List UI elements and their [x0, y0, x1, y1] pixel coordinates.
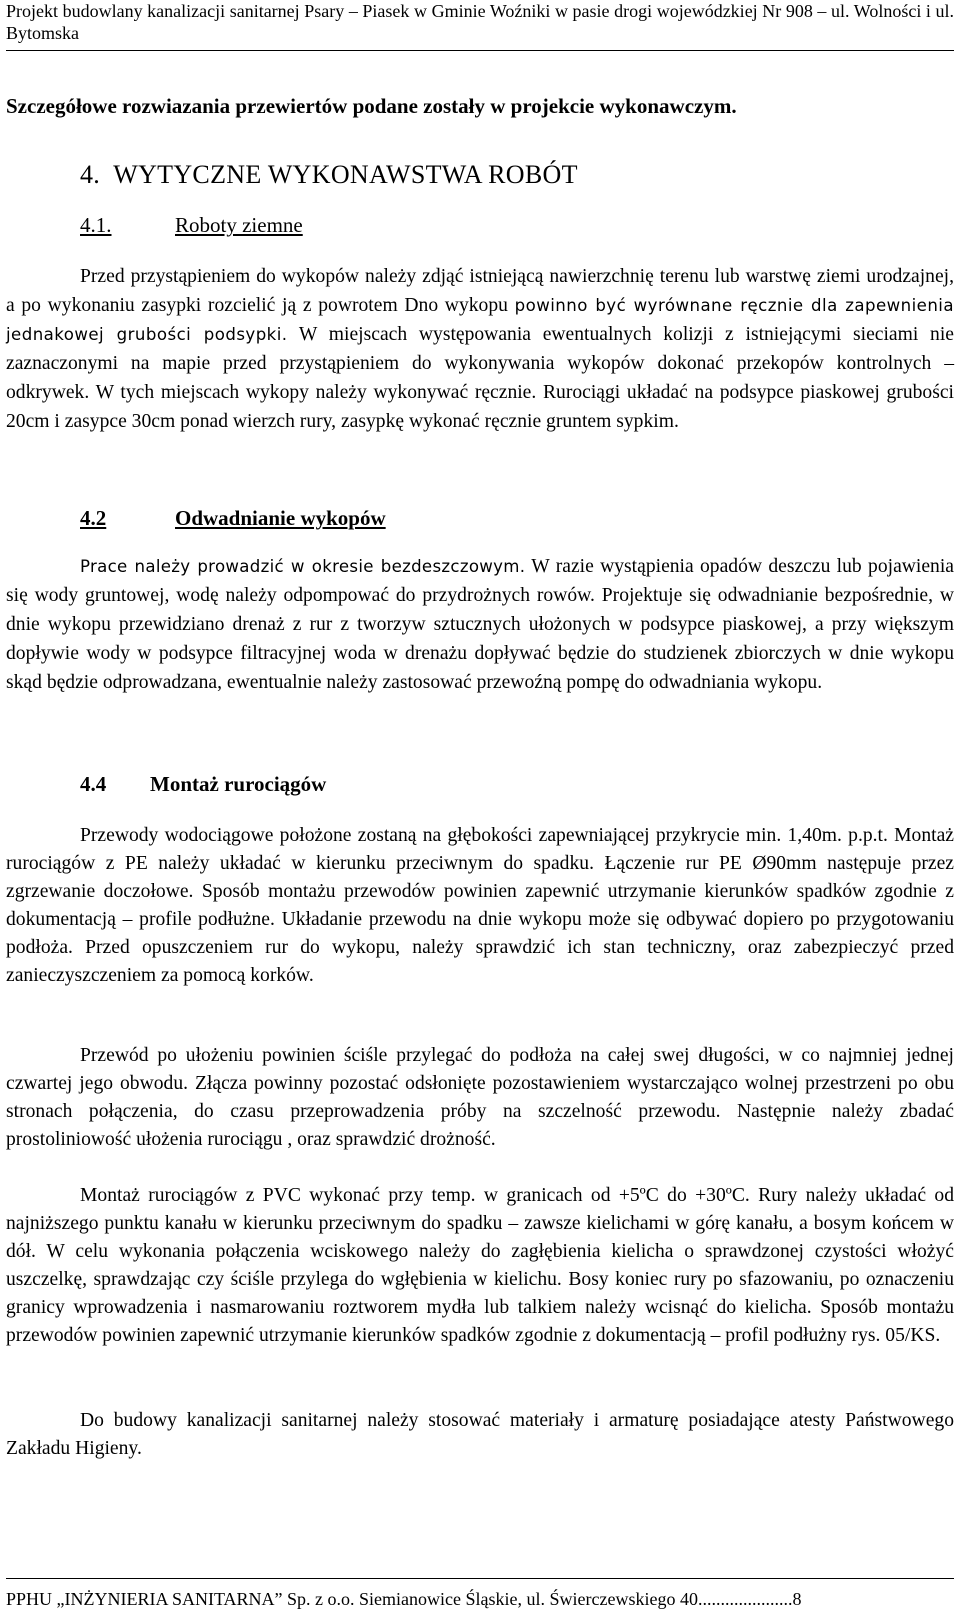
section-title: Roboty ziemne [175, 213, 303, 237]
paragraph-text: powinno być wyrównane ręcznie dla zapewnienia jednakowej grubości podsypki. [6, 296, 954, 344]
section-title: Odwadnianie wykopów [175, 506, 386, 530]
header-divider [6, 50, 954, 51]
paragraph-text: W razie wystąpienia opadów deszczu lub pojawienia się wody gruntowej, wodę należy odpompować do przydrożnych rowów. Projektuje się odwadnianie bezpośrednie, w dnie wykopu przewidziano drenaż z rur z tworzyw sztucznych ułożonych w podsypce piaskowej, a przy większym dopływie wody w podsypce filtracyjnej woda w drenażu dopływać będzie do studzienek zbiorczych w dnie wykopu skąd będzie odprowadzana, ewentualnie należy zastosować przewoźną pompę do odwadniania wykopu. [6, 556, 954, 693]
section-4-4-paragraph-2 [6, 1042, 954, 1154]
intro-paragraph: Szczegółowe rozwiazania przewiertów podane zostały w projekcie wykonawczym. [6, 94, 737, 118]
section-number: 4. [80, 160, 101, 189]
section-4-heading [80, 160, 578, 190]
section-4-2-heading [80, 506, 386, 531]
paragraph-text: Rurociągi układać na podsypce piaskowej grubości 20cm i zasypce 30cm ponad wierzch rury, zasypkę wykonać ręcznie gruntem sypkim. [6, 382, 954, 432]
section-4-4-paragraph-3 [6, 1182, 954, 1350]
section-title: WYTYCZNE WYKONAWSTWA ROBÓT [113, 160, 578, 189]
paragraph-text: Do budowy kanalizacji sanitarnej należy stosować materiały i armaturę posiadające atesty Państwowego Zakładu Higieny. [6, 1410, 954, 1459]
section-number: 4.2 [80, 506, 107, 530]
section-number: 4.1. [80, 213, 112, 237]
section-4-4-paragraph-4 [6, 1407, 954, 1463]
section-title: Montaż rurociągów [150, 772, 327, 796]
paragraph-text: Przewód po ułożeniu powinien ściśle przylegać do podłoża na całej swej długości, w co najmniej jednej czwartej jego obwodu. Złącza powinny pozostać odsłonięte pozostawieniem wystarczająco wolnej przestrzeni po obu stronach połączenia, do czasu przeprowadzenia próby na szczelność przewodu. Następnie należy zbadać prostoliniowość ułożenia rurociągu , oraz sprawdzić drożność. [6, 1045, 954, 1150]
section-number: 4.4 [80, 772, 107, 796]
section-4-4-paragraph-1 [6, 822, 954, 990]
page-footer: PPHU „INŻYNIERIA SANITARNA” Sp. z o.o. Siemianowice Śląskie, ul. Świerczewskiego 40.....................8 [6, 1589, 802, 1609]
paragraph-text: Prace należy prowadzić w okresie bezdeszczowym. [80, 557, 526, 576]
paragraph-text: W miejscach występowania ewentualnych kolizji z istniejącymi sieciami nie zaznaczonymi na mapie przed przystąpieniem do wykonywania wykopów dokonać przekopów kontrolnych – odkrywek. W tych miejscach wykopy należy wykonywać ręcznie. [6, 324, 954, 403]
section-4-1-heading [80, 213, 303, 238]
section-4-1-paragraph [6, 262, 954, 436]
section-4-2-paragraph [6, 552, 954, 697]
paragraph-text: Montaż rurociągów z PVC wykonać przy temp. w granicach od +5ºC do +30ºC. Rury należy układać od najniższego punktu kanału w kierunku przeciwnym do spadku – zawsze kielichami w górę kanału, a bosym końcem w dół. W celu wykonania połączenia wciskowego należy do zagłębienia kielicha o sprawdzonej czystości włożyć uszczelkę, sprawdzając czy ściśle przylega do wgłębienia w kielichu. Bosy koniec rury po sfazowaniu, po oznaczeniu granicy wprowadzenia i nasmarowaniu roztworem mydła lub talkiem należy wcisnąć do kielicha. Sposób montażu przewodów powinien zapewnić utrzymanie kierunków spadków zgodnie z dokumentacją – profil podłużny rys. 05/KS. [6, 1185, 954, 1346]
paragraph-text: Przed przystąpieniem do wykopów należy zdjąć istniejącą nawierzchnię terenu lub warstwę ziemi urodzajnej, a po wykonaniu zasypki rozcielić ją z powrotem Dno wykopu [6, 266, 954, 316]
footer-divider [6, 1578, 954, 1579]
section-4-4-heading [80, 772, 326, 797]
paragraph-text: Przewody wodociągowe położone zostaną na głębokości zapewniającej przykrycie min. 1,40m. p.p.t. Montaż rurociągów z PE należy układać w kierunku przeciwnym do spadku. Łączenie rur PE Ø90mm następuje przez zgrzewanie doczołowe. Sposób montażu przewodów powinien zapewnić utrzymanie kierunków spadków zgodnie z dokumentacją – profile podłużne. Układanie przewodu na dnie wykopu może się odbywać dopiero po przygotowaniu podłoża. Przed opuszczeniem rur do wykopu, należy sprawdzić ich stan techniczny, oraz zabezpieczyć przed zanieczyszczeniem za pomocą korków. [6, 825, 954, 986]
page-header: Projekt budowlany kanalizacji sanitarnej Psary – Piasek w Gminie Woźniki w pasie drogi wojewódzkiej Nr 908 – ul. Wolności i ul. Bytomska [6, 1, 954, 43]
